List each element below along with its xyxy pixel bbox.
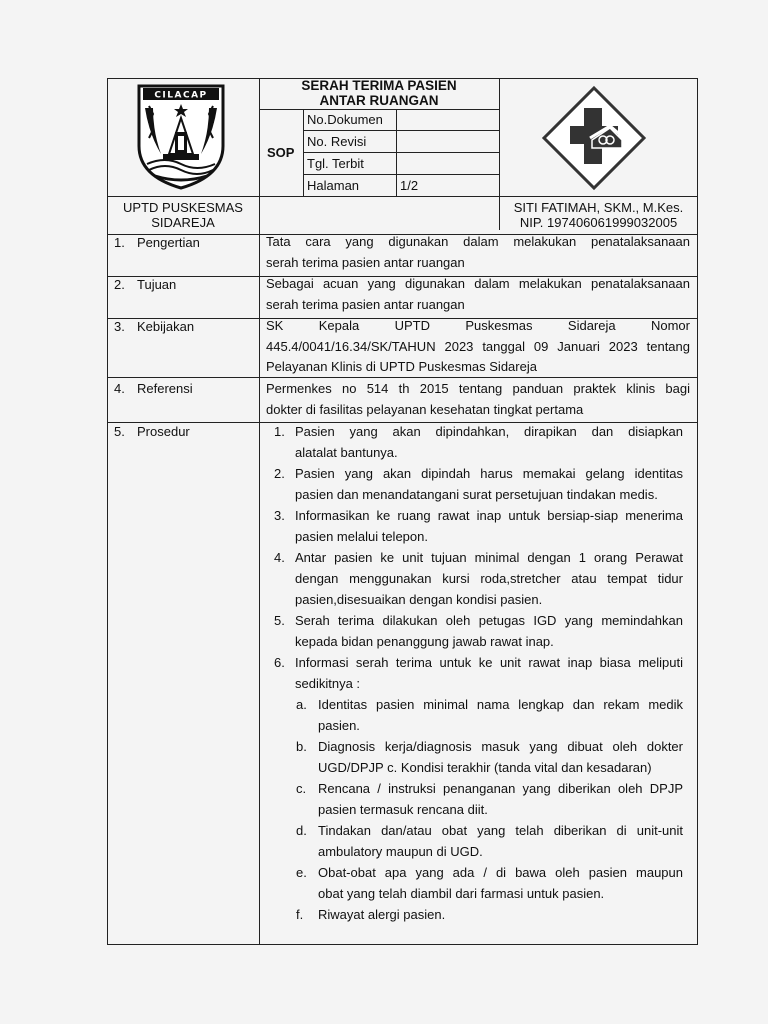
- section-num-kebijakan: 3.: [114, 319, 125, 334]
- section-num-prosedur: 5.: [114, 424, 125, 439]
- divider: [303, 152, 499, 153]
- signer-name: SITI FATIMAH, SKM., M.Kes.: [513, 200, 684, 215]
- cilacap-crest-logo: [135, 84, 227, 190]
- signer-nip: NIP. 197406061999032005: [519, 215, 678, 230]
- divider: [303, 130, 499, 131]
- prosedur-item-line: sedikitnya :: [295, 676, 361, 691]
- prosedur-item-line: pasien dan menandatangani surat persetujuan tindakan medis.: [295, 487, 658, 502]
- prosedur-subitem-line: UGD/DPJP c. Kondisi terakhir (tanda vital dan kesadaran): [318, 760, 652, 775]
- divider: [107, 196, 698, 197]
- referensi-line-2: dokter di fasilitas pelayanan kesehatan tingkat pertama: [266, 402, 584, 417]
- meta-value-halaman: 1/2: [400, 178, 419, 193]
- tujuan-line-2: serah terima pasien antar ruangan: [266, 297, 465, 312]
- divider: [303, 174, 499, 175]
- meta-label-no-dokumen: No.Dokumen: [307, 112, 383, 127]
- prosedur-item-number: 6.: [274, 655, 285, 670]
- section-label-kebijakan: Kebijakan: [137, 319, 195, 334]
- prosedur-item-number: 1.: [274, 424, 285, 439]
- kebijakan-line-1: SK Kepala UPTD Puskesmas Sidareja Nomor: [266, 318, 690, 333]
- prosedur-item-number: 3.: [274, 508, 285, 523]
- pengertian-line-1: Tata cara yang digunakan dalam melakukan penatalaksanaan: [266, 234, 690, 249]
- meta-label-tgl-terbit: Tgl. Terbit: [307, 156, 364, 171]
- meta-label-no-revisi: No. Revisi: [307, 134, 367, 149]
- sop-label: SOP: [267, 145, 295, 160]
- prosedur-subitem-line: Tindakan dan/atau obat yang telah diberikan di unit-unit: [318, 823, 683, 838]
- prosedur-item-line: dengan menggunakan kursi roda,stretcher atau tempat tidur: [295, 571, 683, 586]
- prosedur-subitem-line: Obat-obat apa yang ada / di bawa oleh pasien maupun: [318, 865, 683, 880]
- prosedur-subitem-line: Diagnosis kerja/diagnosis masuk yang dibuat oleh dokter: [318, 739, 683, 754]
- divider: [259, 78, 260, 945]
- kebijakan-line-2: 445.4/0041/16.34/SK/TAHUN 2023 tanggal 09 Januari 2023 tentang: [266, 339, 690, 354]
- kebijakan-line-3: Pelayanan Klinis di UPTD Puskesmas Sidareja: [266, 359, 537, 374]
- prosedur-item-line: kepada bidan penanggung jawab rawat inap.: [295, 634, 554, 649]
- prosedur-subitem-line: pasien termasuk rencana diit.: [318, 802, 488, 817]
- prosedur-subitem-line: pasien.: [318, 718, 360, 733]
- prosedur-item-line: Pasien yang akan dipindah harus memakai gelang identitas: [295, 466, 683, 481]
- prosedur-item-line: Antar pasien ke unit tujuan minimal dengan 1 orang Perawat: [295, 550, 683, 565]
- org-name-line2: SIDAREJA: [151, 215, 215, 230]
- sop-title-line1: SERAH TERIMA PASIEN: [301, 78, 457, 93]
- prosedur-item-line: Informasikan ke ruang rawat inap untuk bersiap-siap menerima: [295, 508, 683, 523]
- meta-label-halaman: Halaman: [307, 178, 360, 193]
- prosedur-item-line: Serah terima dilakukan oleh petugas IGD yang memindahkan: [295, 613, 683, 628]
- pengertian-line-2: serah terima pasien antar ruangan: [266, 255, 465, 270]
- prosedur-subitem-line: Rencana / instruksi penanganan yang diberikan oleh DPJP: [318, 781, 683, 796]
- section-num-pengertian: 1.: [114, 235, 125, 250]
- prosedur-subitem-letter: b.: [296, 739, 307, 754]
- prosedur-item-line: pasien,disesuaikan dengan kondisi pasien.: [295, 592, 543, 607]
- section-num-tujuan: 2.: [114, 277, 125, 292]
- prosedur-subitem-letter: f.: [296, 907, 304, 922]
- prosedur-item-line: Informasi serah terima untuk ke unit rawat inap biasa meliputi: [295, 655, 683, 670]
- prosedur-subitem-line: obat yang telah diambil dari farmasi untuk pasien.: [318, 886, 605, 901]
- sop-title-line2: ANTAR RUANGAN: [319, 93, 439, 108]
- prosedur-subitem-line: ambulatory maupun di UGD.: [318, 844, 483, 859]
- section-num-referensi: 4.: [114, 381, 125, 396]
- prosedur-item-line: Pasien yang akan dipindahkan, dirapikan dan disiapkan: [295, 424, 683, 439]
- prosedur-subitem-letter: a.: [296, 697, 307, 712]
- puskesmas-logo: [540, 84, 648, 192]
- section-label-pengertian: Pengertian: [137, 235, 200, 250]
- referensi-line-1: Permenkes no 514 th 2015 tentang panduan praktek klinis bagi: [266, 381, 690, 396]
- prosedur-item-number: 4.: [274, 550, 285, 565]
- prosedur-item-line: alatalat bantunya.: [295, 445, 398, 460]
- prosedur-subitem-line: Identitas pasien minimal nama lengkap dan rekam medik: [318, 697, 683, 712]
- tujuan-line-1: Sebagai acuan yang digunakan dalam melakukan penatalaksanaan: [266, 276, 690, 291]
- section-label-prosedur: Prosedur: [137, 424, 190, 439]
- prosedur-item-number: 5.: [274, 613, 285, 628]
- prosedur-subitem-line: Riwayat alergi pasien.: [318, 907, 446, 922]
- section-label-referensi: Referensi: [137, 381, 193, 396]
- prosedur-subitem-letter: c.: [296, 781, 307, 796]
- prosedur-item-line: pasien melalui telepon.: [295, 529, 428, 544]
- prosedur-subitem-letter: e.: [296, 865, 307, 880]
- prosedur-item-number: 2.: [274, 466, 285, 481]
- crest-text: CILACAP: [154, 90, 208, 101]
- section-label-tujuan: Tujuan: [137, 277, 177, 292]
- prosedur-subitem-letter: d.: [296, 823, 307, 838]
- org-name-line1: UPTD PUSKESMAS: [123, 200, 243, 215]
- divider: [259, 109, 499, 110]
